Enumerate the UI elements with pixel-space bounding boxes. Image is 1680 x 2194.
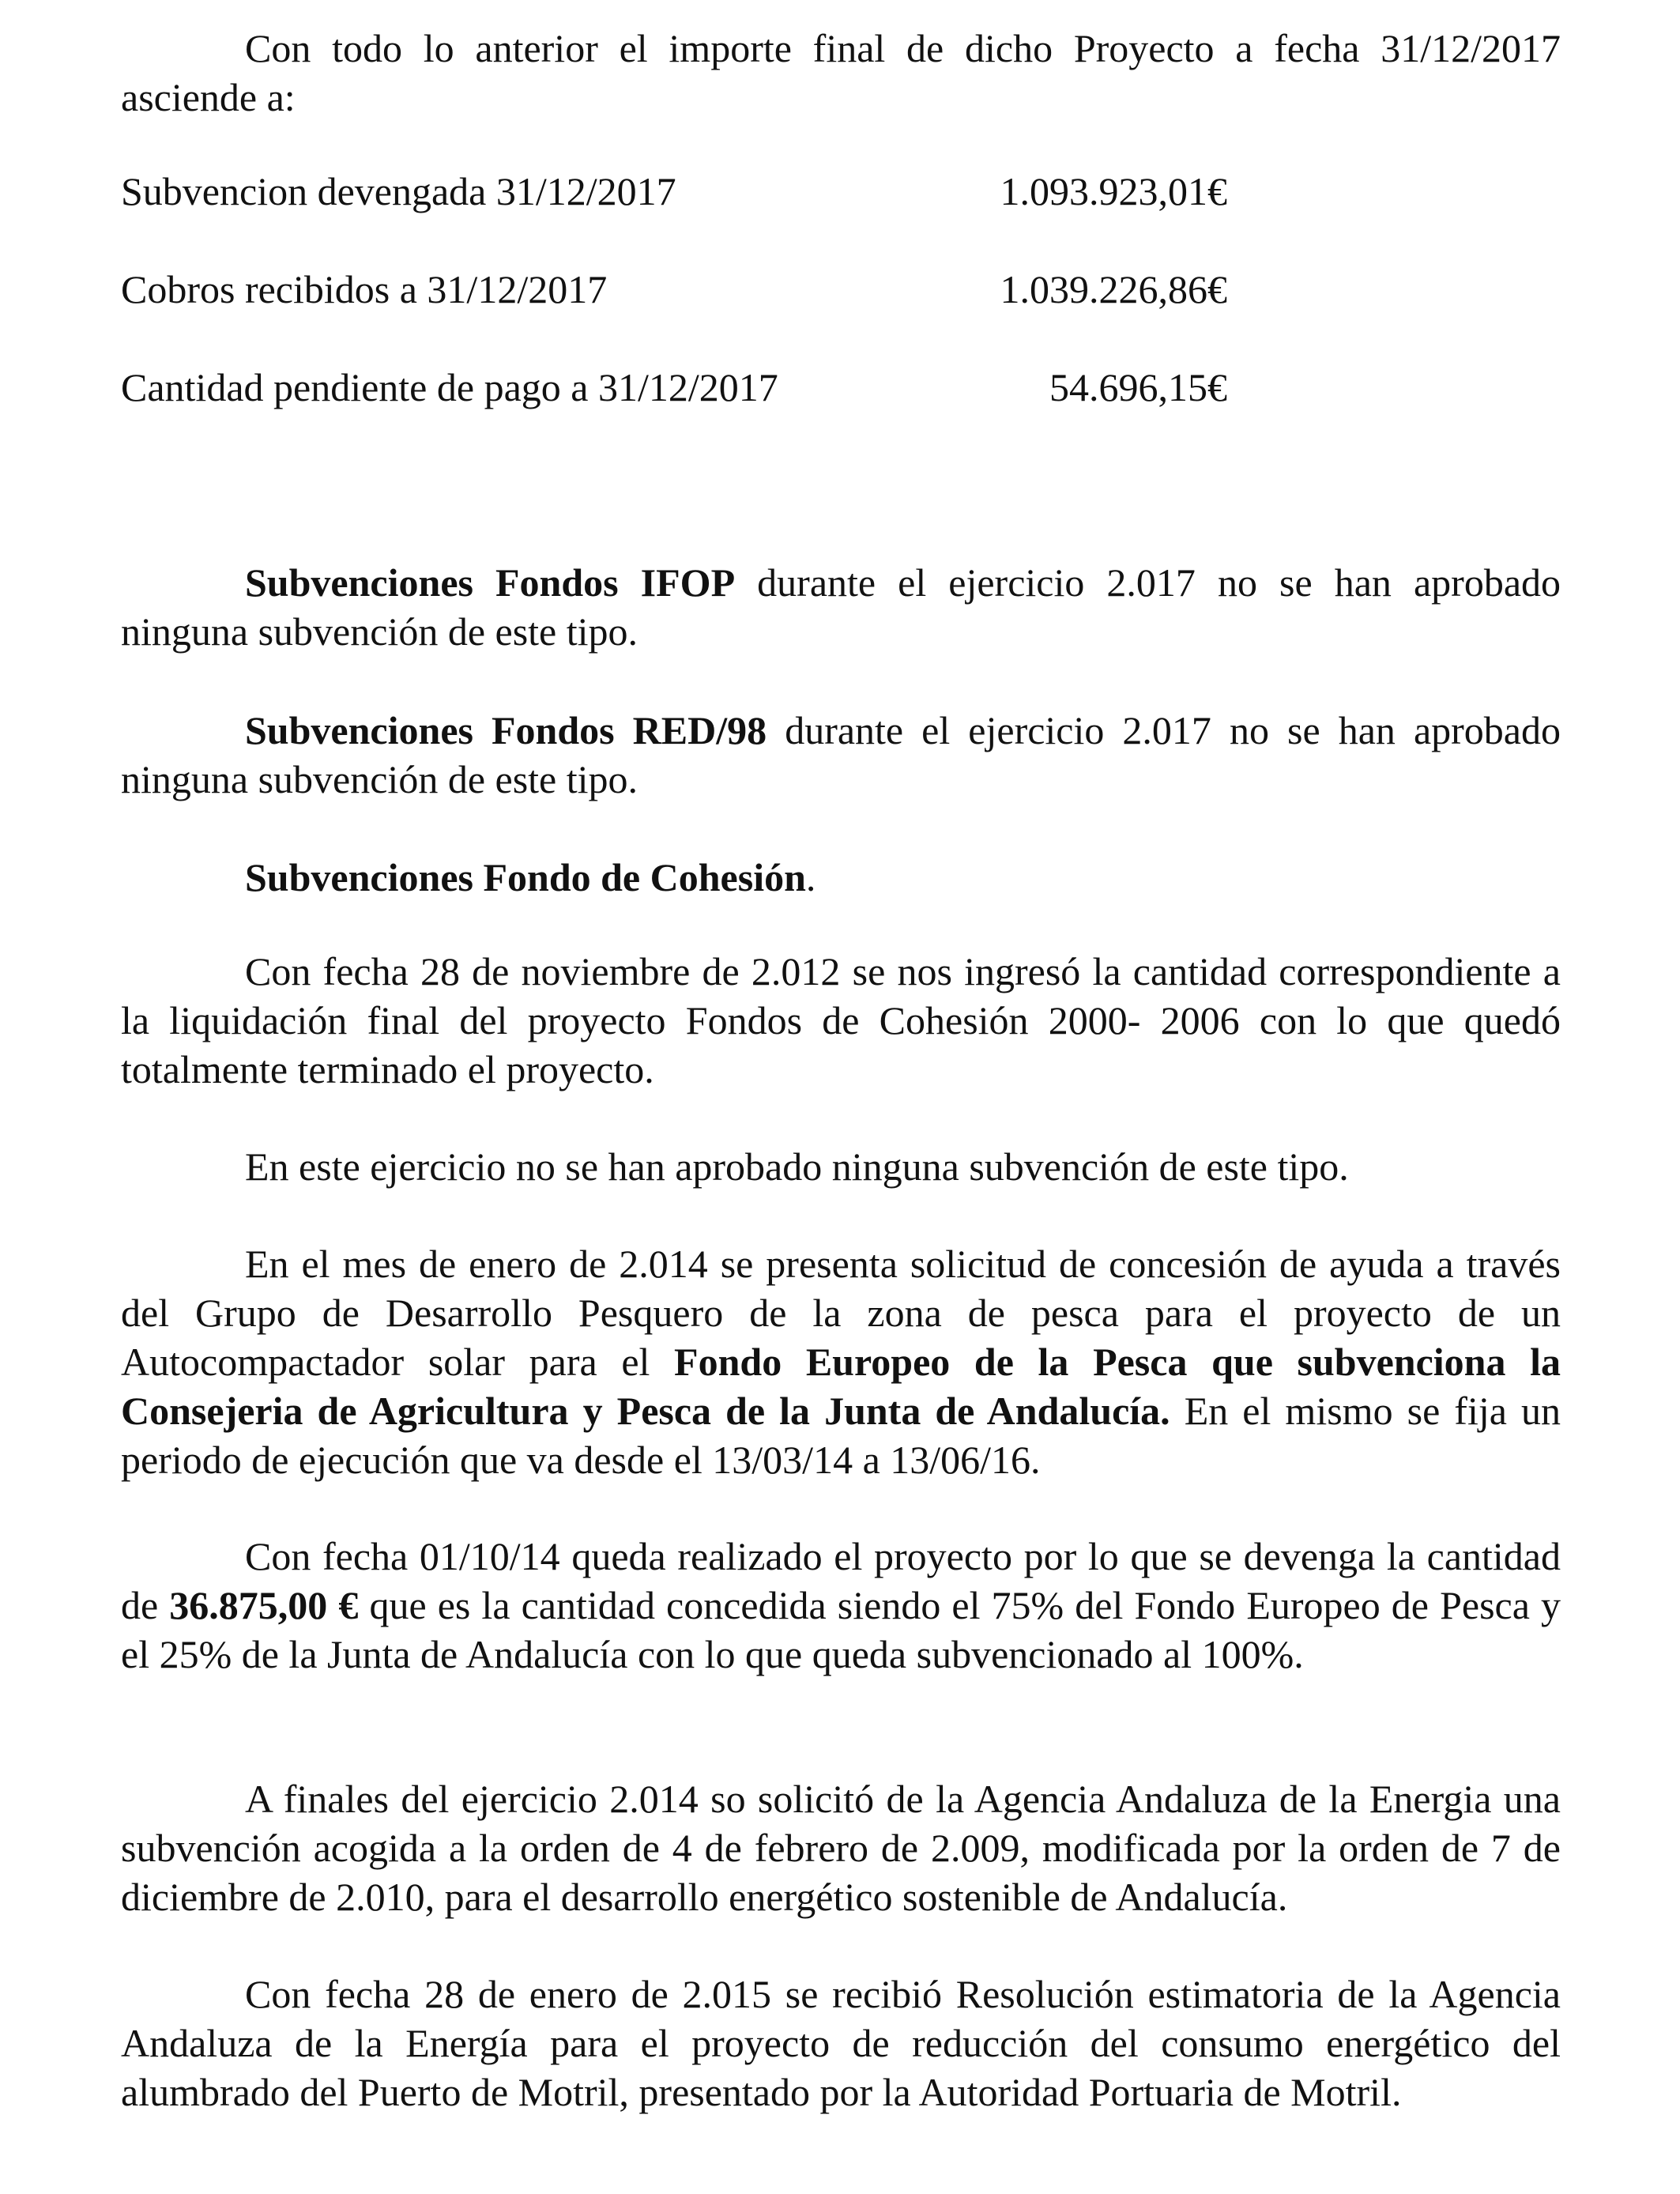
agencia-resolucion-paragraph: Con fecha 28 de enero de 2.015 se recibió Resolución estimatoria de la Agencia Andaluza de la Energía para el proyecto de reducción del consumo energético del alumbrado del Puerto de Motril, presentado por la Autoridad Portuaria de Motril. — [121, 1972, 1561, 2114]
summary-amount: 1.039.226,86€ — [1000, 267, 1227, 311]
red98-text: durante el ejercicio 2.017 no se han aprobado ninguna subvención de este tipo. — [121, 708, 1561, 801]
summary-row-cobros — [121, 265, 1561, 314]
intro-line-1: Con todo lo anterior el importe final de dicho Proyecto a fecha 31/12/2017 — [245, 26, 1561, 70]
fep-paragraph — [121, 1239, 1561, 1484]
fep-text-bold: Fondo Europeo de la Pesca que subvenciona la Consejeria de Agricultura y Pesca de la Junta de Andalucía. — [121, 1340, 1561, 1433]
red98-paragraph — [121, 706, 1561, 804]
devengo-text-pre: Con fecha 01/10/14 queda realizado el proyecto por lo que se devenga la cantidad de — [121, 1534, 1561, 1627]
summary-amount: 54.696,15€ — [1049, 365, 1227, 409]
devengo-amount: 36.875,00 € — [169, 1583, 359, 1627]
agencia-solicitud-paragraph: A finales del ejercicio 2.014 so solicitó de la Agencia Andaluza de la Energia una subvención acogida a la orden de 4 de febrero de 2.009, modificada por la orden de 7 de diciembre de 2.010, para el desarrollo energético sostenible de Andalucía. — [121, 1777, 1561, 1919]
summary-amount: 1.093.923,01€ — [1000, 169, 1227, 213]
cohesion-heading — [121, 853, 1561, 902]
devengo-text-post: que es la cantidad concedida siendo el 75% del Fondo Europeo de Pesca y el 25% de la Junta de Andalucía con lo que queda subvencionado al 100%. — [121, 1583, 1561, 1676]
intro-line-2: asciende a: — [121, 75, 296, 119]
no-approved-paragraph: En este ejercicio no se han aprobado ninguna subvención de este tipo. — [245, 1144, 1349, 1189]
ifop-text: durante el ejercicio 2.017 no se han aprobado ninguna subvención de este tipo. — [121, 560, 1561, 654]
fep-text-pre: En el mes de enero de 2.014 se presenta solicitud de concesión de ayuda a través del Grupo de Desarrollo Pesquero de la zona de pesca para el proyecto de un Autocompactador solar para el — [121, 1242, 1561, 1384]
summary-row-devengada — [121, 167, 1561, 216]
red98-heading: Subvenciones Fondos RED/98 — [245, 708, 767, 752]
summary-label: Subvencion devengada 31/12/2017 — [121, 169, 676, 213]
summary-label: Cantidad pendiente de pago a 31/12/2017 — [121, 365, 778, 409]
ifop-heading: Subvenciones Fondos IFOP — [245, 560, 736, 605]
cohesion-heading-bold: Subvenciones Fondo de Cohesión — [245, 855, 806, 899]
intro-paragraph — [121, 24, 1561, 122]
summary-label: Cobros recibidos a 31/12/2017 — [121, 267, 608, 311]
devengo-paragraph — [121, 1532, 1561, 1679]
fep-text-post: En el mismo se fija un periodo de ejecución que va desde el 13/03/14 a 13/06/16. — [121, 1389, 1561, 1482]
cohesion-heading-period: . — [805, 855, 816, 899]
ifop-paragraph — [121, 558, 1561, 656]
summary-row-pendiente — [121, 363, 1561, 412]
cohesion-paragraph: Con fecha 28 de noviembre de 2.012 se nos ingresó la cantidad correspondiente a la liquidación final del proyecto Fondos de Cohesión 2000- 2006 con lo que quedó totalmente terminado el proyecto. — [121, 949, 1561, 1091]
